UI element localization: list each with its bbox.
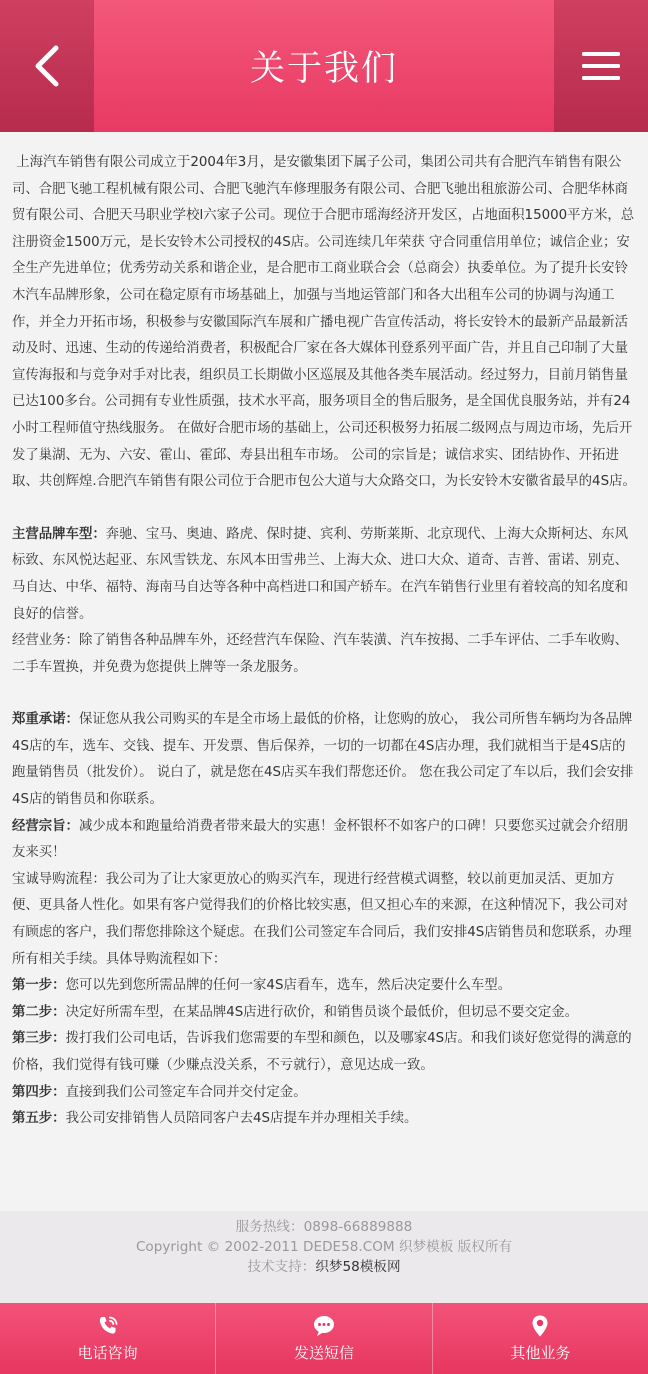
chevron-left-icon: [32, 44, 62, 88]
send-sms-button[interactable]: [216, 1303, 432, 1374]
menu-button[interactable]: [554, 0, 648, 132]
copyright-text: Copyright © 2002-2011 DEDE58.COM 织梦模板 版权所有: [135, 1239, 513, 1255]
hotline-text: 服务热线：0898-66889888: [235, 1219, 413, 1235]
purpose-label: 经营宗旨：: [12, 818, 79, 834]
purpose-paragraph: 经营宗旨：减少成本和跑量给消费者带来最大的实惠！金杯银杯不如客户的口碑！只要您买过就会介绍朋友来买！: [12, 818, 628, 861]
top-header: [0, 0, 648, 132]
message-icon: [312, 1314, 336, 1338]
bottom-nav: [0, 1303, 648, 1374]
step-4: 第四步：直接到我们公司签定车合同并交付定金。: [12, 1084, 307, 1100]
back-button[interactable]: [0, 0, 94, 132]
page-title: 关于我们: [249, 49, 398, 89]
step-5: 第五步：我公司安排销售人员陪同客户去4S店提车并办理相关手续。: [12, 1111, 418, 1127]
location-pin-icon: [528, 1314, 552, 1338]
step-2: 第二步：决定好所需车型，在某品牌4S店进行砍价，和销售员谈个最低价，但切忌不要交定金。: [12, 1004, 579, 1020]
menu-icon: [582, 50, 620, 82]
page-footer: [0, 1211, 648, 1303]
business-paragraph: 经营业务：除了销售各种品牌车外，还经营汽车保险、汽车装潢、汽车按揭、二手车评估、二手车收购、二手车置换，并免费为您提供上牌等一条龙服务。: [12, 633, 628, 675]
brand-paragraph: 主营品牌车型：奔驰、宝马、奥迪、路虎、保时捷、宾利、劳斯莱斯、北京现代、上海大众斯柯达、东风标致、东风悦达起亚、东风雪铁龙、东风本田雪弗兰、上海大众、进口大众、道奇、吉普、雷诺、别克、马自达、中华、福特、海南马自达等各种中高档进口和国产轿车。在汽车销售行业里有着较高的知名度和良好的信誉。: [12, 526, 628, 622]
step-3: 第三步：拨打我们公司电话，告诉我们您需要的车型和颜色，以及哪家4S店。和我们谈好您觉得的满意的价格，我们觉得有钱可赚（少赚点没关系，不亏就行），意见达成一致。: [12, 1031, 632, 1073]
about-content: [12, 150, 636, 1133]
nav-label: 其他业务: [510, 1344, 571, 1362]
phone-consult-button[interactable]: [0, 1303, 216, 1374]
promise-label: 郑重承诺：: [12, 712, 79, 728]
support-link[interactable]: 织梦58模板网: [315, 1259, 401, 1275]
promise-paragraph: 郑重承诺：保证您从我公司购买的车是全市场上最低的价格，让您购的放心， 我公司所售车辆均为各品牌4S店的车，选车、交钱、提车、开发票、售后保养，一切的一切都在4S店办理，我们就相当于是4S店的跑量销售员（批发价）。 说白了，就是您在4S店买车我们帮您还价。 您在我公司定了车以后，我们会安排4S店的销售员和你联系。: [12, 712, 634, 808]
nav-label: 发送短信: [293, 1344, 354, 1362]
step-1: 第一步：您可以先到您所需品牌的任何一家4S店看车，选车，然后决定要什么车型。: [12, 978, 512, 994]
support-line: 技术支持：织梦58模板网: [247, 1259, 401, 1275]
other-business-button[interactable]: [433, 1303, 648, 1374]
phone-icon: [96, 1314, 120, 1338]
nav-label: 电话咨询: [77, 1344, 138, 1362]
process-paragraph: 宝诚导购流程：我公司为了让大家更放心的购买汽车，现进行经营模式调整，较以前更加灵活、更加方便、更具备人性化。如果有客户觉得我们的价格比较实惠，但又担心车的来源，在这种情况下，我公司对有顾虑的客户，我们帮您排除这个疑虑。在我们公司签定车合同后，我们安排4S店销售员和您联系，办理所有相关手续。具体导购流程如下：: [12, 871, 632, 967]
brand-label: 主营品牌车型：: [12, 526, 106, 542]
intro-paragraph: 上海汽车销售有限公司成立于2004年3月，是安徽集团下属子公司，集团公司共有合肥汽车销售有限公司、合肥飞驰工程机械有限公司、合肥飞驰汽车修理服务有限公司、合肥飞驰出租旅游公司、合肥华林商贸有限公司、合肥天马职业学校l六家子公司。现位于合肥市瑶海经济开发区，占地面积15000平方米，总注册资金1500万元，是长安铃木公司授权的4S店。公司连续几年荣获 守合同重信用单位；诚信企业；安全生产先进单位；优秀劳动关系和谐企业，是合肥市工商业联合会（总商会）执委单位。为了提升长安铃木汽车品牌形象，公司在稳定原有市场基础上，加强与当地运管部门和各大出租车公司的协调与沟通工作，并全力开拓市场，积极参与安徽国际汽车展和广播电视广告宣传活动，将长安铃木的最新产品最新活动及时、迅速、生动的传递给消费者，积极配合厂家在各大媒体刊登系列平面广告，并且自己印制了大量宣传海报和与竞争对手对比表，组织员工长期做小区巡展及其他各类车展活动。经过努力，目前月销售量已达100多台。公司拥有专业性质强，技术水平高，服务项目全的售后服务，是全国优良服务站，并有24小时工程师值守热线服务。 在做好合肥市场的基础上，公司还积极努力拓展二级网点与周边市场，先后开发了巢湖、无为、六安、霍山、霍邱、寿县出租车市场。 公司的宗旨是；诚信求实、团结协作、开拓进取、共创辉煌.合肥汽车销售有限公司位于合肥市包公大道与大众路交口，为长安铃木安徽省最早的4S店。: [12, 155, 636, 490]
